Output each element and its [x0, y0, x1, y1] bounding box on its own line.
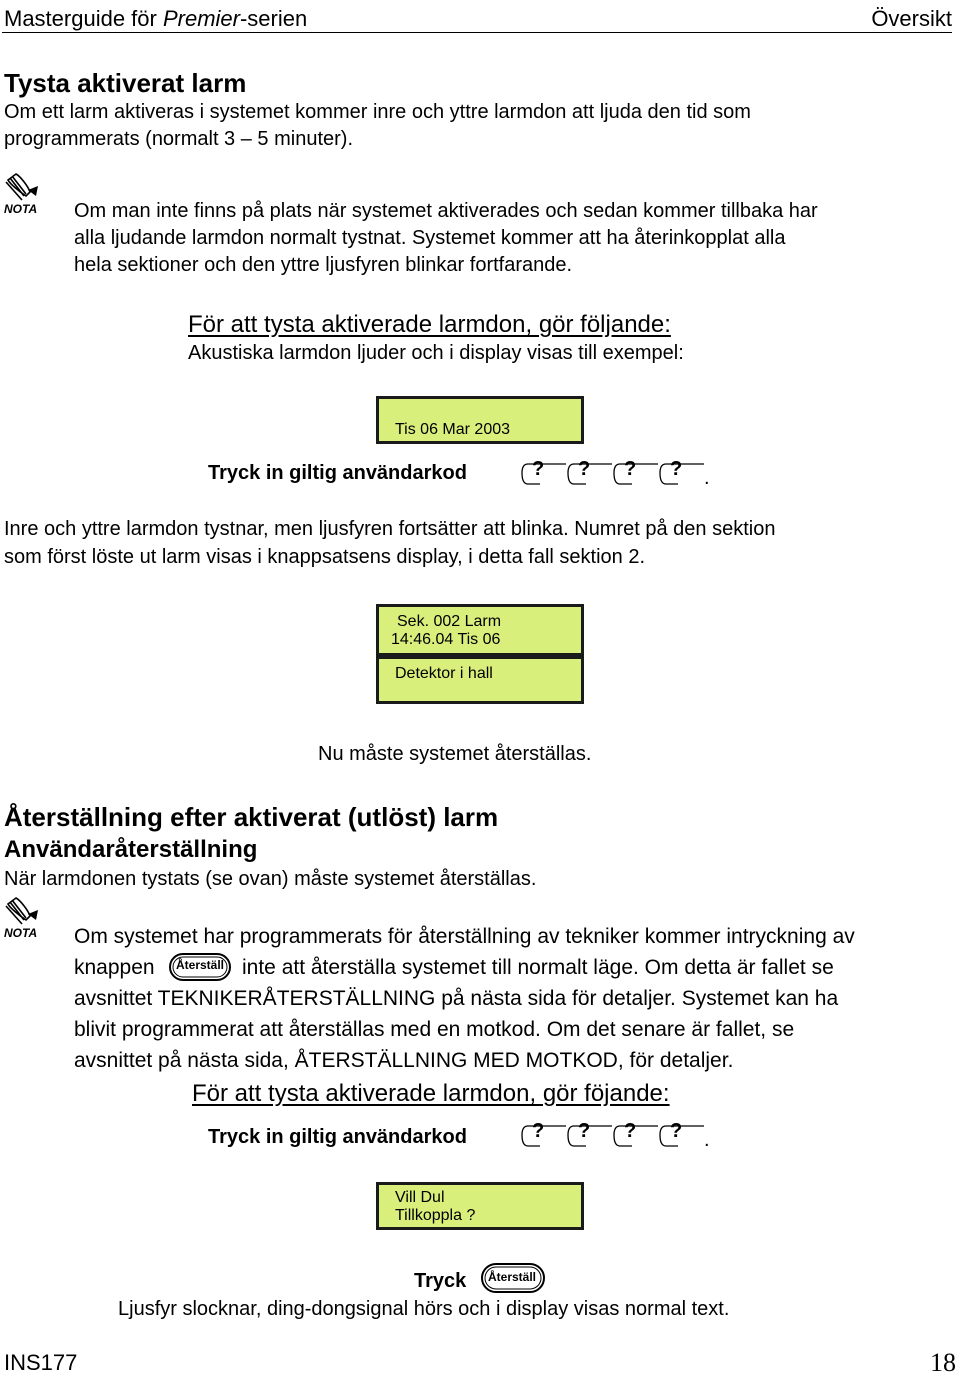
keypad-display	[376, 396, 584, 444]
instruction-heading: För att tysta aktiverade larmdon, gör följande:	[188, 311, 671, 338]
section-heading: Återställning efter aktiverat (utlöst) larm	[4, 802, 499, 832]
enter-code-instruction	[208, 1126, 467, 1149]
display-line: 14:46.04 Tis 06	[391, 631, 501, 648]
code-key-icon: ?	[566, 1122, 612, 1148]
note-line: avsnittet TEKNIKERÅTERSTÄLLNING på nästa sida för detaljer. Systemet kan ha	[74, 987, 839, 1010]
note-line: Om systemet har programmerats för återställning av tekniker kommer intryckning av	[74, 925, 855, 948]
nota-hand-icon	[2, 896, 48, 940]
final-text: Ljusfyr slocknar, ding-dongsignal hörs och i display visas normal text.	[118, 1298, 730, 1320]
section-subheading: Användaråterställning	[4, 836, 258, 863]
keypad-display-upper	[376, 604, 584, 656]
footer-doc-id: INS177	[4, 1350, 78, 1375]
paragraph-line: som först löste ut larm visas i knappsatsens display, i detta fall sektion 2.	[4, 546, 646, 568]
enter-code-instruction	[208, 462, 467, 485]
display-line: Detektor i hall	[395, 665, 493, 682]
note-line: avsnittet på nästa sida, ÅTERSTÄLLNING MED MOTKOD, för detaljer.	[74, 1049, 734, 1072]
code-key-icon: ?	[520, 460, 566, 486]
note-line: Om man inte finns på plats när systemet aktiverades och sedan kommer tillbaka har	[74, 200, 818, 222]
period: .	[704, 1129, 710, 1151]
nota-hand-icon	[2, 172, 48, 216]
keypad-display	[376, 1182, 584, 1230]
enter-code-label: Tryck in giltig användarkod	[208, 1126, 467, 1148]
paragraph-line: Inre och yttre larmdon tystnar, men ljusfyren fortsätter att blinka. Numret på den sektion	[4, 518, 776, 540]
reset-button-icon	[168, 952, 232, 987]
paragraph-line: programmerats (normalt 3 – 5 minuter).	[4, 128, 354, 150]
code-key-icon: ?	[612, 460, 658, 486]
paragraph-line: Om ett larm aktiveras i systemet kommer inre och yttre larmdon att ljuda den tid som	[4, 101, 751, 123]
code-key-icon: ?	[658, 1122, 704, 1148]
header-section: Översikt	[871, 6, 952, 31]
instruction-text: Akustiska larmdon ljuder och i display visas till exempel:	[188, 342, 684, 364]
code-keys	[520, 1122, 710, 1150]
header-title: Masterguide för Premier-serien	[4, 6, 308, 31]
page-number: 18	[930, 1348, 956, 1377]
nota-label: NOTA	[4, 926, 38, 940]
note-line: alla ljudande larmdon normalt tystnat. Systemet kommer att ha återinkopplat alla	[74, 227, 786, 249]
display-line: Tillkoppla ?	[395, 1207, 476, 1224]
instruction-heading: För att tysta aktiverade larmdon, gör föjande:	[192, 1080, 670, 1107]
section-heading: Tysta aktiverat larm	[4, 68, 247, 98]
note-line: blivit programmerat att återställas med en motkod. Om det senare är fallet, se	[74, 1018, 795, 1041]
note-line: hela sektioner och den yttre ljusfyren blinkar fortfarande.	[74, 254, 573, 276]
press-instruction: Tryck	[414, 1270, 467, 1292]
code-key-icon: ?	[612, 1122, 658, 1148]
display-line: Tis 06 Mar 2003	[395, 421, 511, 438]
keypad-display-lower	[376, 656, 584, 704]
reset-needed-text: Nu måste systemet återställas.	[318, 743, 592, 765]
paragraph-line: När larmdonen tystats (se ovan) måste systemet återställas.	[4, 868, 537, 890]
header-rule	[2, 32, 952, 33]
code-key-icon: ?	[520, 1122, 566, 1148]
code-key-icon: ?	[658, 460, 704, 486]
display-line: Vill Dul	[395, 1189, 445, 1206]
note-line: knappen	[74, 956, 155, 979]
nota-label: NOTA	[4, 202, 38, 216]
reset-button-icon	[480, 1262, 546, 1299]
note-line: inte att återställa systemet till normalt läge. Om detta är fallet se	[242, 956, 834, 979]
reset-button-label: Återställ	[176, 958, 225, 972]
code-key-icon: ?	[566, 460, 612, 486]
period: .	[704, 467, 710, 489]
reset-button-label: Återställ	[488, 1270, 537, 1284]
enter-code-label: Tryck in giltig användarkod	[208, 462, 467, 484]
code-keys	[520, 460, 710, 488]
display-line: Sek. 002 Larm	[397, 613, 502, 630]
